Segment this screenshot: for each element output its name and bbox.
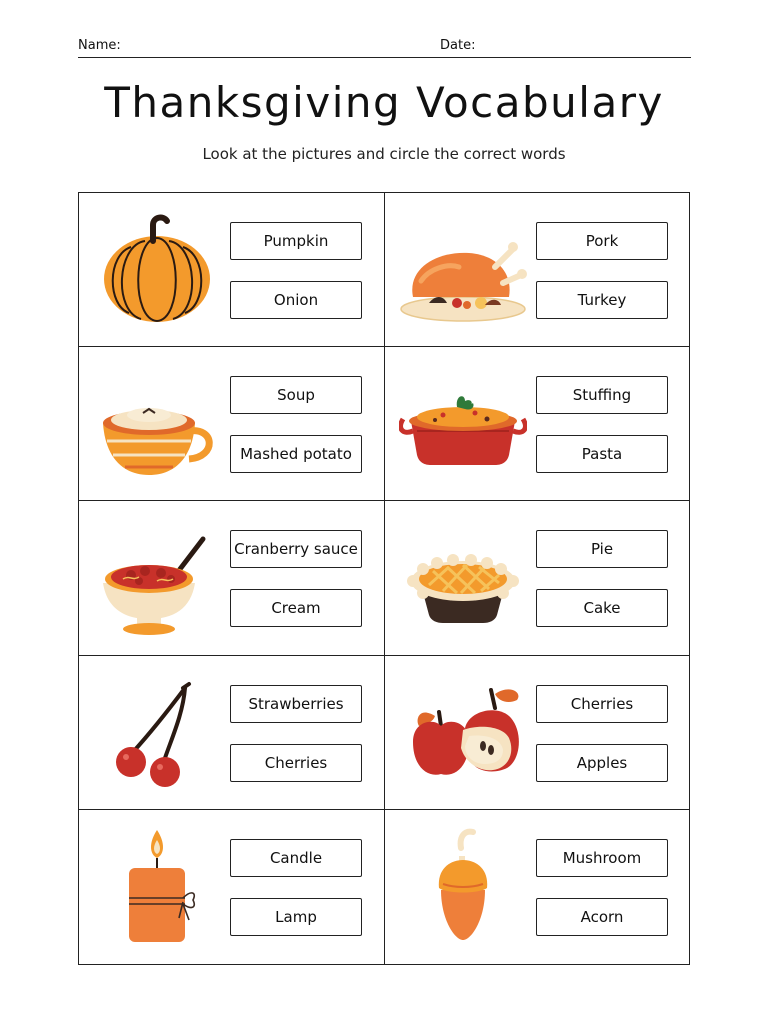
word-option[interactable]: Mashed potato	[230, 435, 362, 473]
vocab-cell	[385, 347, 690, 501]
vocab-cell	[79, 810, 385, 964]
acorn-icon	[399, 828, 527, 946]
word-option[interactable]: Soup	[230, 376, 362, 414]
vocab-cell	[79, 656, 385, 810]
word-option[interactable]: Cherries	[536, 685, 668, 723]
word-option[interactable]: Pumpkin	[230, 222, 362, 260]
name-label: Name:	[78, 38, 121, 53]
word-option[interactable]: Strawberries	[230, 685, 362, 723]
word-option[interactable]: Cream	[230, 589, 362, 627]
word-option[interactable]: Turkey	[536, 281, 668, 319]
word-option[interactable]: Onion	[230, 281, 362, 319]
soup-cup-icon	[93, 365, 221, 483]
candle-icon	[93, 828, 221, 946]
vocab-cell	[79, 347, 385, 501]
word-option[interactable]: Stuffing	[536, 376, 668, 414]
date-label: Date:	[440, 38, 476, 53]
vocab-cell	[79, 193, 385, 347]
apples-icon	[399, 674, 527, 792]
vocabulary-grid	[78, 192, 690, 965]
word-option[interactable]: Apples	[536, 744, 668, 782]
turkey-icon	[399, 211, 527, 329]
pumpkin-icon	[93, 211, 221, 329]
vocab-cell	[385, 810, 690, 964]
word-option[interactable]: Mushroom	[536, 839, 668, 877]
word-option[interactable]: Cherries	[230, 744, 362, 782]
word-option[interactable]: Pasta	[536, 435, 668, 473]
word-option[interactable]: Pork	[536, 222, 668, 260]
cherries-icon	[93, 674, 221, 792]
vocab-cell	[385, 501, 690, 655]
word-option[interactable]: Cranberry sauce	[230, 530, 362, 568]
word-option[interactable]: Candle	[230, 839, 362, 877]
pie-icon	[399, 519, 527, 637]
page-title: Thanksgiving Vocabulary	[104, 78, 664, 127]
vocab-cell	[385, 193, 690, 347]
word-option[interactable]: Cake	[536, 589, 668, 627]
word-option[interactable]: Acorn	[536, 898, 668, 936]
stuffing-dish-icon	[399, 365, 527, 483]
name-date-line[interactable]	[78, 57, 691, 58]
instructions: Look at the pictures and circle the correct words	[202, 145, 566, 163]
vocab-cell	[385, 656, 690, 810]
word-option[interactable]: Lamp	[230, 898, 362, 936]
cranberry-bowl-icon	[93, 519, 221, 637]
vocab-cell	[79, 501, 385, 655]
word-option[interactable]: Pie	[536, 530, 668, 568]
